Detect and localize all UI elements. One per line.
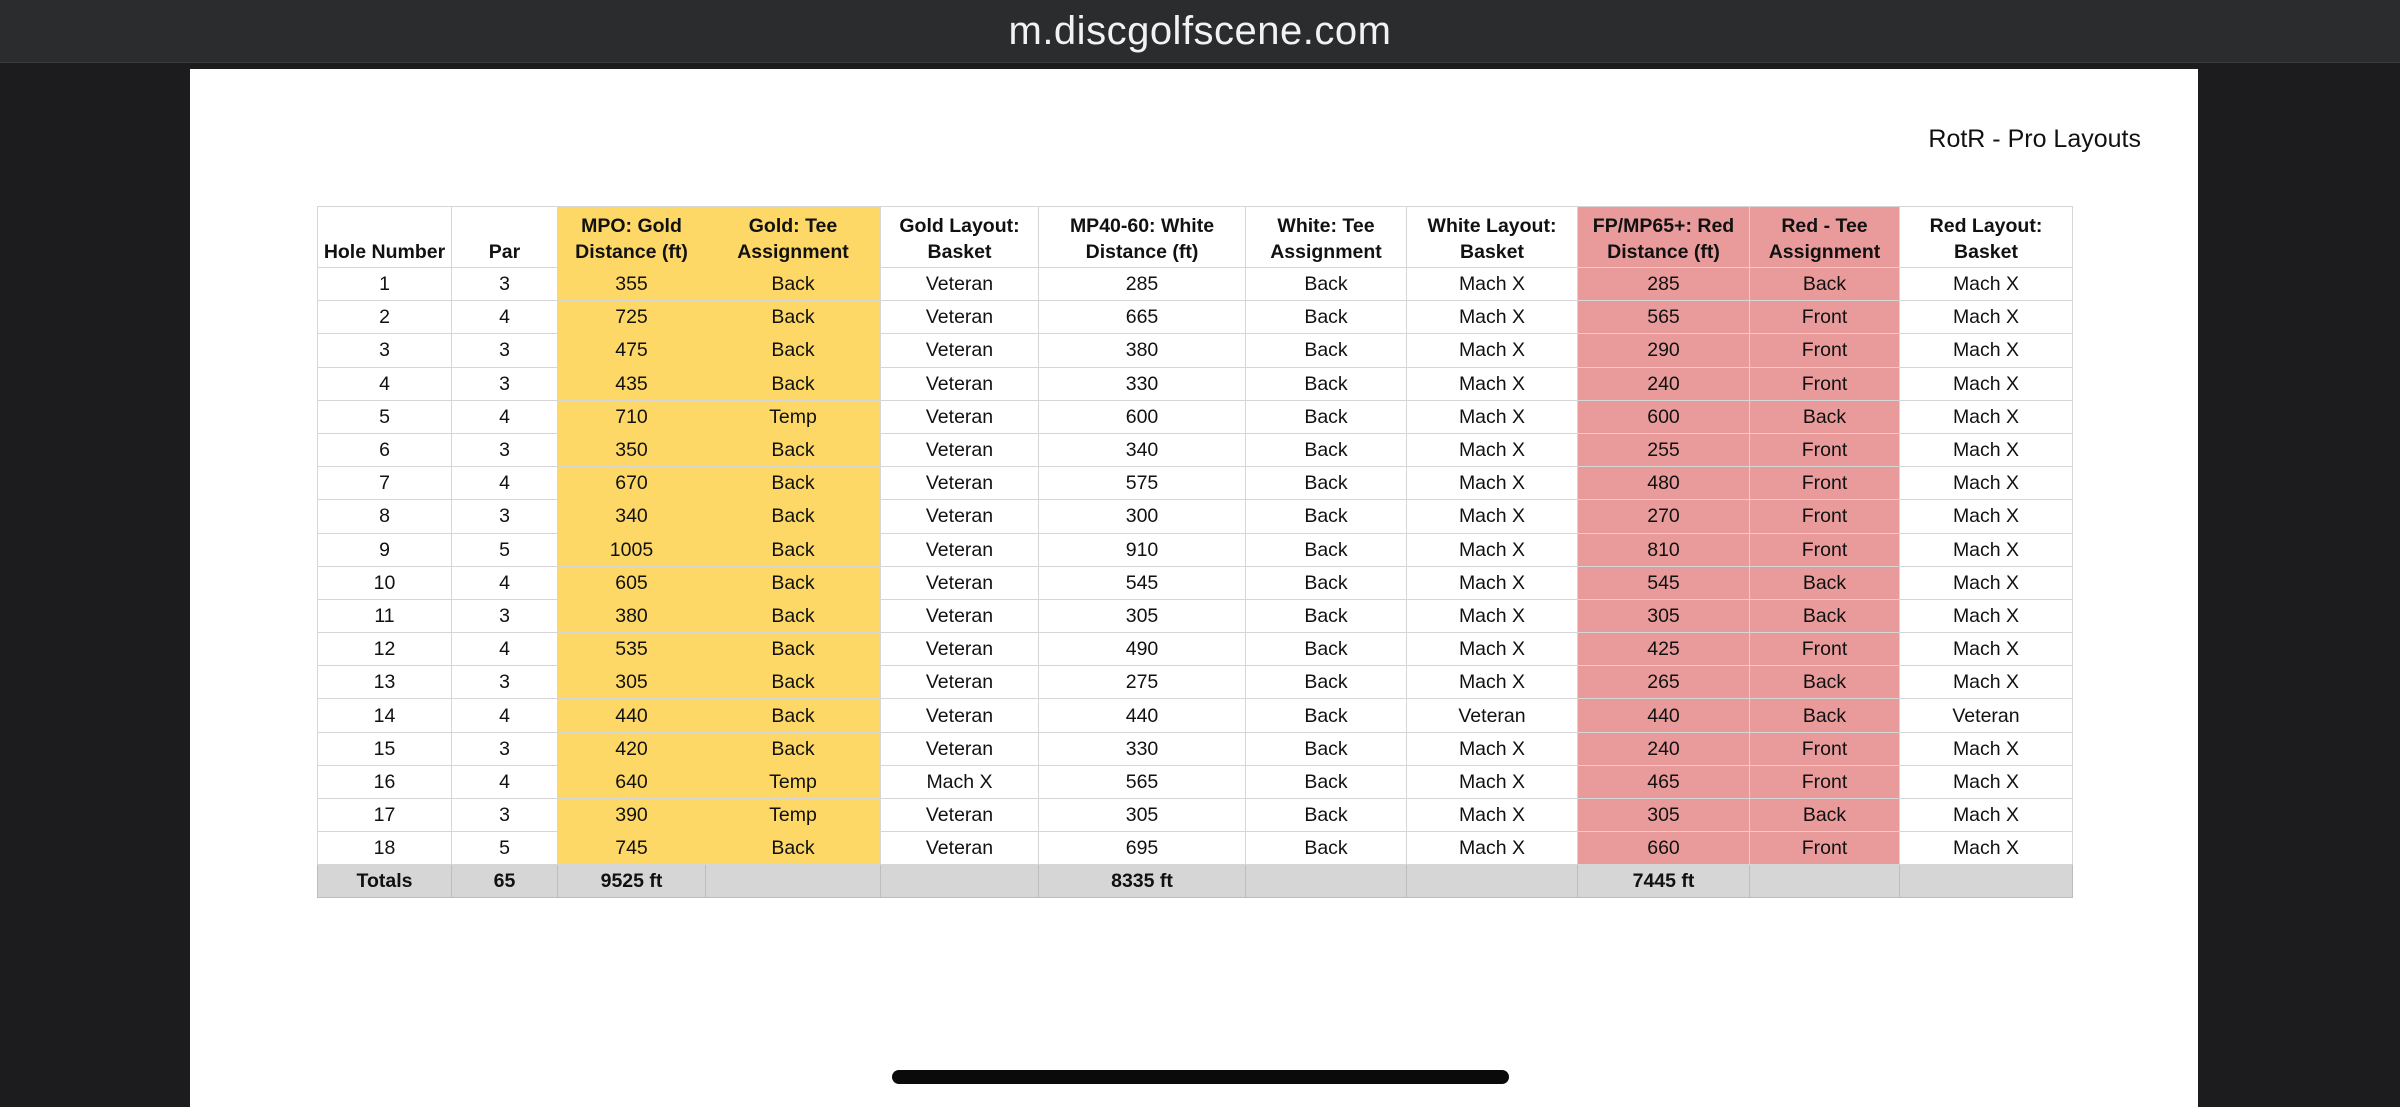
cell-red-basket: Mach X <box>1900 500 2073 533</box>
cell-par: 3 <box>452 666 558 699</box>
cell-par: 4 <box>452 566 558 599</box>
cell-red-basket: Veteran <box>1900 699 2073 732</box>
cell-gold-basket: Veteran <box>881 268 1039 301</box>
header-row <box>318 207 2073 268</box>
cell-gold-basket: Veteran <box>881 500 1039 533</box>
cell-par: 3 <box>452 799 558 832</box>
cell-gold-distance: 640 <box>558 765 706 798</box>
cell-par: 3 <box>452 334 558 367</box>
cell-hole-number: 11 <box>318 599 452 632</box>
cell-gold-distance: 420 <box>558 732 706 765</box>
cell-red-distance: 285 <box>1578 268 1750 301</box>
cell-gold-tee: Back <box>706 268 881 301</box>
cell-hole-number: 2 <box>318 301 452 334</box>
cell-white-distance: 490 <box>1039 633 1246 666</box>
cell-white-distance: 695 <box>1039 832 1246 865</box>
cell-white-basket: Mach X <box>1407 500 1578 533</box>
cell-gold-basket: Veteran <box>881 566 1039 599</box>
cell-red-basket: Mach X <box>1900 533 2073 566</box>
cell-white-distance: 330 <box>1039 367 1246 400</box>
cell-white-tee: Back <box>1246 633 1407 666</box>
table-row <box>318 533 2073 566</box>
table-row <box>318 633 2073 666</box>
totals-white-distance: 8335 ft <box>1039 865 1246 898</box>
table-row <box>318 566 2073 599</box>
cell-red-basket: Mach X <box>1900 268 2073 301</box>
cell-red-distance: 240 <box>1578 367 1750 400</box>
cell-par: 3 <box>452 367 558 400</box>
cell-white-basket: Veteran <box>1407 699 1578 732</box>
totals-par: 65 <box>452 865 558 898</box>
url-text[interactable]: m.discgolfscene.com <box>1008 8 1392 53</box>
totals-red-distance: 7445 ft <box>1578 865 1750 898</box>
cell-red-distance: 660 <box>1578 832 1750 865</box>
header-white-distance: MP40-60: White Distance (ft) <box>1039 207 1246 268</box>
cell-hole-number: 15 <box>318 732 452 765</box>
cell-white-tee: Back <box>1246 765 1407 798</box>
totals-cell <box>706 865 881 898</box>
cell-white-distance: 910 <box>1039 533 1246 566</box>
cell-red-distance: 810 <box>1578 533 1750 566</box>
cell-red-tee: Front <box>1750 334 1900 367</box>
cell-red-basket: Mach X <box>1900 566 2073 599</box>
totals-gold-distance: 9525 ft <box>558 865 706 898</box>
cell-gold-basket: Veteran <box>881 334 1039 367</box>
table-row <box>318 500 2073 533</box>
cell-white-basket: Mach X <box>1407 832 1578 865</box>
header-red-tee: Red - Tee Assignment <box>1750 207 1900 268</box>
cell-white-tee: Back <box>1246 500 1407 533</box>
cell-red-basket: Mach X <box>1900 765 2073 798</box>
cell-white-basket: Mach X <box>1407 633 1578 666</box>
cell-red-basket: Mach X <box>1900 633 2073 666</box>
cell-red-tee: Front <box>1750 433 1900 466</box>
totals-cell <box>1407 865 1578 898</box>
cell-white-tee: Back <box>1246 301 1407 334</box>
cell-red-tee: Back <box>1750 799 1900 832</box>
cell-hole-number: 16 <box>318 765 452 798</box>
cell-gold-basket: Veteran <box>881 467 1039 500</box>
cell-white-tee: Back <box>1246 268 1407 301</box>
cell-red-basket: Mach X <box>1900 799 2073 832</box>
cell-red-distance: 425 <box>1578 633 1750 666</box>
cell-gold-tee: Back <box>706 732 881 765</box>
cell-par: 3 <box>452 500 558 533</box>
header-gold-distance: MPO: Gold Distance (ft) <box>558 207 706 268</box>
table-row <box>318 334 2073 367</box>
table-row <box>318 765 2073 798</box>
cell-red-distance: 565 <box>1578 301 1750 334</box>
cell-red-distance: 440 <box>1578 699 1750 732</box>
cell-hole-number: 14 <box>318 699 452 732</box>
cell-red-distance: 305 <box>1578 599 1750 632</box>
cell-red-tee: Front <box>1750 367 1900 400</box>
cell-red-tee: Front <box>1750 633 1900 666</box>
cell-hole-number: 13 <box>318 666 452 699</box>
cell-par: 4 <box>452 699 558 732</box>
cell-gold-distance: 475 <box>558 334 706 367</box>
cell-red-tee: Front <box>1750 500 1900 533</box>
cell-gold-distance: 710 <box>558 400 706 433</box>
cell-white-tee: Back <box>1246 533 1407 566</box>
cell-white-basket: Mach X <box>1407 367 1578 400</box>
cell-gold-distance: 440 <box>558 699 706 732</box>
cell-red-basket: Mach X <box>1900 367 2073 400</box>
cell-white-distance: 300 <box>1039 500 1246 533</box>
cell-gold-distance: 380 <box>558 599 706 632</box>
cell-par: 4 <box>452 467 558 500</box>
cell-white-basket: Mach X <box>1407 599 1578 632</box>
cell-white-distance: 665 <box>1039 301 1246 334</box>
totals-cell <box>1900 865 2073 898</box>
cell-gold-tee: Back <box>706 433 881 466</box>
cell-red-basket: Mach X <box>1900 400 2073 433</box>
cell-gold-tee: Back <box>706 599 881 632</box>
cell-red-basket: Mach X <box>1900 433 2073 466</box>
cell-white-basket: Mach X <box>1407 433 1578 466</box>
cell-white-distance: 600 <box>1039 400 1246 433</box>
cell-par: 3 <box>452 268 558 301</box>
browser-address-bar[interactable] <box>0 0 2400 63</box>
cell-red-distance: 270 <box>1578 500 1750 533</box>
cell-white-basket: Mach X <box>1407 799 1578 832</box>
cell-red-basket: Mach X <box>1900 599 2073 632</box>
cell-gold-basket: Veteran <box>881 533 1039 566</box>
header-red-basket: Red Layout: Basket <box>1900 207 2073 268</box>
cell-par: 4 <box>452 301 558 334</box>
cell-white-distance: 305 <box>1039 799 1246 832</box>
cell-red-distance: 290 <box>1578 334 1750 367</box>
cell-white-basket: Mach X <box>1407 566 1578 599</box>
cell-gold-distance: 340 <box>558 500 706 533</box>
cell-hole-number: 7 <box>318 467 452 500</box>
header-gold-basket: Gold Layout: Basket <box>881 207 1039 268</box>
cell-red-tee: Back <box>1750 699 1900 732</box>
cell-hole-number: 17 <box>318 799 452 832</box>
cell-gold-basket: Veteran <box>881 732 1039 765</box>
cell-gold-distance: 305 <box>558 666 706 699</box>
cell-white-tee: Back <box>1246 566 1407 599</box>
cell-white-distance: 275 <box>1039 666 1246 699</box>
cell-gold-basket: Veteran <box>881 301 1039 334</box>
table-row <box>318 732 2073 765</box>
cell-white-basket: Mach X <box>1407 400 1578 433</box>
cell-red-distance: 265 <box>1578 666 1750 699</box>
cell-gold-distance: 725 <box>558 301 706 334</box>
cell-gold-distance: 350 <box>558 433 706 466</box>
cell-red-tee: Back <box>1750 666 1900 699</box>
table-row <box>318 433 2073 466</box>
cell-par: 5 <box>452 533 558 566</box>
cell-white-tee: Back <box>1246 334 1407 367</box>
table-row <box>318 467 2073 500</box>
cell-par: 3 <box>452 732 558 765</box>
cell-gold-tee: Back <box>706 633 881 666</box>
table-row <box>318 268 2073 301</box>
table-row <box>318 599 2073 632</box>
cell-hole-number: 12 <box>318 633 452 666</box>
cell-white-distance: 305 <box>1039 599 1246 632</box>
cell-white-basket: Mach X <box>1407 765 1578 798</box>
cell-gold-tee: Back <box>706 566 881 599</box>
table-row <box>318 301 2073 334</box>
cell-gold-basket: Veteran <box>881 832 1039 865</box>
header-red-distance: FP/MP65+: Red Distance (ft) <box>1578 207 1750 268</box>
cell-gold-tee: Back <box>706 666 881 699</box>
cell-gold-distance: 390 <box>558 799 706 832</box>
cell-red-distance: 545 <box>1578 566 1750 599</box>
cell-red-tee: Front <box>1750 832 1900 865</box>
cell-red-distance: 305 <box>1578 799 1750 832</box>
totals-row <box>318 865 2073 898</box>
cell-red-basket: Mach X <box>1900 467 2073 500</box>
totals-cell <box>1750 865 1900 898</box>
cell-white-tee: Back <box>1246 599 1407 632</box>
cell-par: 4 <box>452 400 558 433</box>
cell-hole-number: 1 <box>318 268 452 301</box>
header-white-tee: White: Tee Assignment <box>1246 207 1407 268</box>
cell-gold-tee: Back <box>706 334 881 367</box>
cell-gold-tee: Back <box>706 367 881 400</box>
cell-red-basket: Mach X <box>1900 334 2073 367</box>
table-row <box>318 699 2073 732</box>
totals-cell <box>1246 865 1407 898</box>
cell-white-basket: Mach X <box>1407 268 1578 301</box>
cell-red-tee: Front <box>1750 301 1900 334</box>
cell-gold-tee: Back <box>706 533 881 566</box>
cell-red-tee: Front <box>1750 765 1900 798</box>
cell-white-tee: Back <box>1246 832 1407 865</box>
cell-red-distance: 480 <box>1578 467 1750 500</box>
cell-gold-tee: Back <box>706 699 881 732</box>
cell-gold-basket: Mach X <box>881 765 1039 798</box>
cell-red-tee: Front <box>1750 732 1900 765</box>
cell-red-tee: Back <box>1750 599 1900 632</box>
cell-white-distance: 565 <box>1039 765 1246 798</box>
cell-hole-number: 5 <box>318 400 452 433</box>
table-row <box>318 400 2073 433</box>
cell-white-basket: Mach X <box>1407 533 1578 566</box>
cell-red-tee: Front <box>1750 467 1900 500</box>
cell-white-tee: Back <box>1246 666 1407 699</box>
cell-gold-basket: Veteran <box>881 599 1039 632</box>
cell-white-tee: Back <box>1246 699 1407 732</box>
cell-par: 5 <box>452 832 558 865</box>
cell-red-distance: 255 <box>1578 433 1750 466</box>
cell-red-basket: Mach X <box>1900 666 2073 699</box>
header-white-basket: White Layout: Basket <box>1407 207 1578 268</box>
cell-gold-tee: Temp <box>706 765 881 798</box>
cell-gold-basket: Veteran <box>881 666 1039 699</box>
cell-hole-number: 10 <box>318 566 452 599</box>
cell-white-basket: Mach X <box>1407 334 1578 367</box>
table-row <box>318 367 2073 400</box>
table-row <box>318 799 2073 832</box>
cell-gold-distance: 535 <box>558 633 706 666</box>
cell-red-basket: Mach X <box>1900 832 2073 865</box>
header-par: Par <box>452 207 558 268</box>
cell-white-basket: Mach X <box>1407 732 1578 765</box>
totals-label: Totals <box>318 865 452 898</box>
cell-white-tee: Back <box>1246 732 1407 765</box>
cell-gold-tee: Temp <box>706 400 881 433</box>
cell-hole-number: 8 <box>318 500 452 533</box>
cell-red-tee: Back <box>1750 268 1900 301</box>
cell-gold-tee: Back <box>706 500 881 533</box>
cell-white-tee: Back <box>1246 799 1407 832</box>
cell-white-tee: Back <box>1246 433 1407 466</box>
cell-red-tee: Front <box>1750 533 1900 566</box>
cell-gold-tee: Back <box>706 832 881 865</box>
cell-red-distance: 240 <box>1578 732 1750 765</box>
cell-white-distance: 340 <box>1039 433 1246 466</box>
cell-gold-basket: Veteran <box>881 367 1039 400</box>
cell-gold-basket: Veteran <box>881 633 1039 666</box>
cell-red-basket: Mach X <box>1900 301 2073 334</box>
cell-par: 3 <box>452 433 558 466</box>
cell-white-basket: Mach X <box>1407 666 1578 699</box>
cell-white-tee: Back <box>1246 467 1407 500</box>
cell-gold-distance: 355 <box>558 268 706 301</box>
header-hole-number: Hole Number <box>318 207 452 268</box>
cell-white-distance: 440 <box>1039 699 1246 732</box>
cell-hole-number: 9 <box>318 533 452 566</box>
cell-par: 4 <box>452 765 558 798</box>
cell-par: 4 <box>452 633 558 666</box>
cell-white-distance: 380 <box>1039 334 1246 367</box>
cell-white-basket: Mach X <box>1407 467 1578 500</box>
cell-white-distance: 330 <box>1039 732 1246 765</box>
cell-gold-tee: Temp <box>706 799 881 832</box>
cell-gold-basket: Veteran <box>881 799 1039 832</box>
home-indicator-bar[interactable] <box>892 1070 1509 1084</box>
cell-hole-number: 6 <box>318 433 452 466</box>
cell-white-basket: Mach X <box>1407 301 1578 334</box>
layout-title: RotR - Pro Layouts <box>1928 125 2141 153</box>
cell-hole-number: 3 <box>318 334 452 367</box>
cell-gold-distance: 435 <box>558 367 706 400</box>
cell-white-distance: 545 <box>1039 566 1246 599</box>
cell-red-tee: Back <box>1750 566 1900 599</box>
cell-white-tee: Back <box>1246 400 1407 433</box>
totals-cell <box>881 865 1039 898</box>
cell-gold-tee: Back <box>706 467 881 500</box>
table-row <box>318 666 2073 699</box>
cell-white-tee: Back <box>1246 367 1407 400</box>
document-page <box>190 69 2198 1107</box>
cell-red-distance: 465 <box>1578 765 1750 798</box>
cell-hole-number: 18 <box>318 832 452 865</box>
table-row <box>318 832 2073 865</box>
cell-gold-basket: Veteran <box>881 699 1039 732</box>
cell-gold-distance: 745 <box>558 832 706 865</box>
cell-gold-basket: Veteran <box>881 433 1039 466</box>
cell-white-distance: 285 <box>1039 268 1246 301</box>
cell-par: 3 <box>452 599 558 632</box>
cell-white-distance: 575 <box>1039 467 1246 500</box>
hole-layout-table <box>317 206 2073 898</box>
cell-gold-distance: 670 <box>558 467 706 500</box>
cell-hole-number: 4 <box>318 367 452 400</box>
cell-red-tee: Back <box>1750 400 1900 433</box>
cell-gold-distance: 605 <box>558 566 706 599</box>
cell-gold-tee: Back <box>706 301 881 334</box>
cell-gold-basket: Veteran <box>881 400 1039 433</box>
cell-red-basket: Mach X <box>1900 732 2073 765</box>
cell-red-distance: 600 <box>1578 400 1750 433</box>
header-gold-tee: Gold: Tee Assignment <box>706 207 881 268</box>
cell-gold-distance: 1005 <box>558 533 706 566</box>
